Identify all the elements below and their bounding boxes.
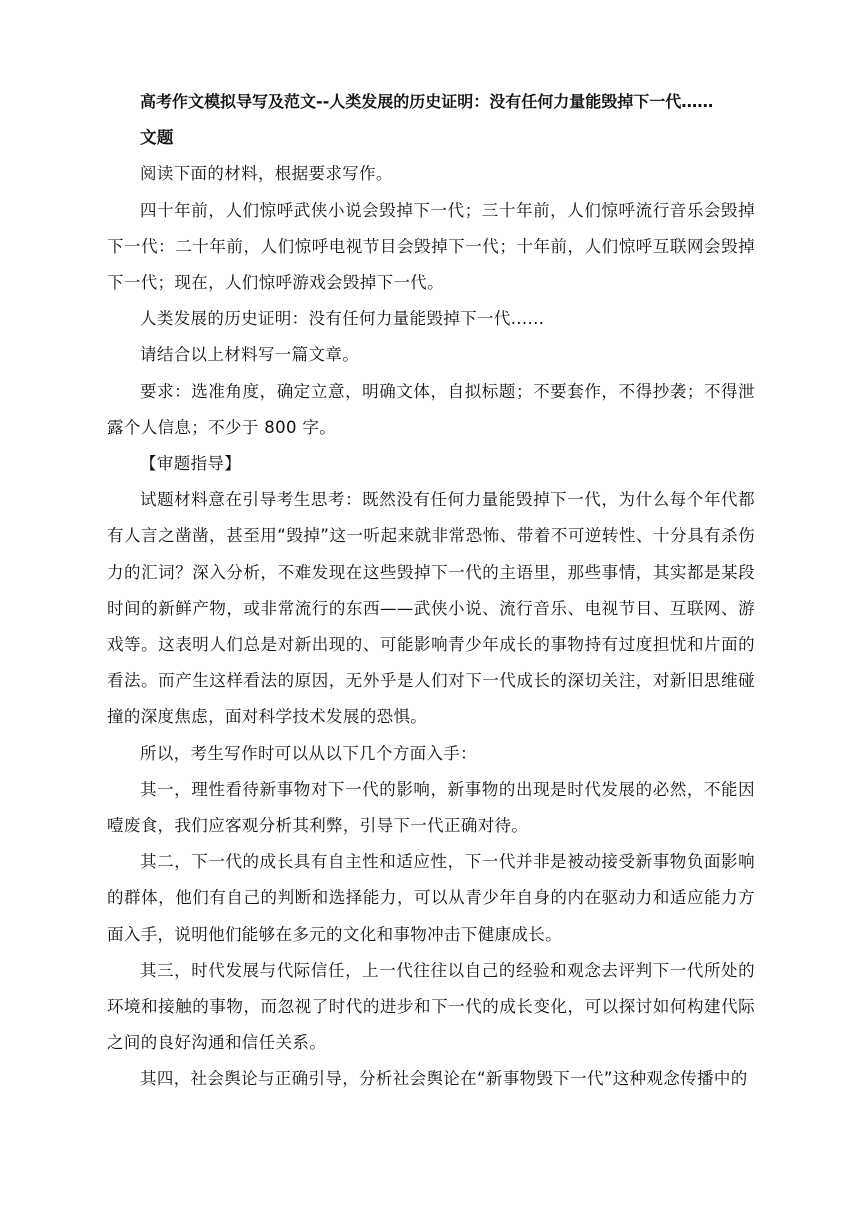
paragraph-approach-intro: 所以，考生写作时可以从以下几个方面入手： xyxy=(140,743,477,763)
paragraph-point-2: 其二，下一代的成长具有自主性和适应性，下一代并非是被动接受新事物负面影响的群体，他们有自己的判断和选择能力，可以从青少年自身的内在驱动力和适应能力方面入手，说明他们能够在多元的文化和事物冲击下健康成长。 xyxy=(107,852,755,944)
paragraph-analysis: 试题材料意在引导考生思考：既然没有任何力量能毁掉下一代，为什么每个年代都有人言之凿凿，甚至用“毁掉”这一听起来就非常恐怖、带着不可逆转性、十分具有杀伤力的汇词？深入分析，不难发现在这些毁掉下一代的主语里，那些事情，其实都是某段时间的新鲜产物，或非常流行的东西——武侠小说、流行音乐、电视节目、互联网、游戏等。这表明人们总是对新出现的、可能影响青少年成长的事物持有过度担忧和片面的看法。而产生这样看法的原因，无外乎是人们对下一代成长的深切关注，对新旧思维碰撞的深度焦虑，面对科学技术发展的恐惧。 xyxy=(107,490,755,727)
paragraph-history: 人类发展的历史证明：没有任何力量能毁掉下一代...... xyxy=(140,309,545,329)
paragraph-material: 四十年前，人们惊呼武侠小说会毁掉下一代；三十年前，人们惊呼流行音乐会毁掉下一代：二十年前，人们惊呼电视节目会毁掉下一代；十年前，人们惊呼互联网会毁掉下一代；现在，人们惊呼游戏会毁掉下一代。 xyxy=(107,200,755,293)
paragraph-point-3: 其三，时代发展与代际信任，上一代往往以自己的经验和观念去评判下一代所处的环境和接触的事物，而忽视了时代的进步和下一代的成长变化，可以探讨如何构建代际之间的良好沟通和信任关系。 xyxy=(107,960,755,1053)
paragraph-task: 请结合以上材料写一篇文章。 xyxy=(140,345,360,365)
paragraph-point-1: 其一，理性看待新事物对下一代的影响，新事物的出现是时代发展的必然，不能因噎废食，我们应客观分析其利弊，引导下一代正确对待。 xyxy=(107,779,755,836)
paragraph-instruction: 阅读下面的材料，根据要求写作。 xyxy=(140,164,393,184)
section-heading: 文题 xyxy=(140,128,174,148)
paragraph-guidance-heading: 【审题指导】 xyxy=(140,454,242,474)
paragraph-point-4: 其四，社会舆论与正确引导，分析社会舆论在“新事物毁下一代”这种观念传播中的 xyxy=(140,1069,748,1089)
paragraph-requirements: 要求：选准角度，确定立意，明确文体，自拟标题；不要套作，不得抄袭；不得泄露个人信息；不少于 800 字。 xyxy=(107,381,755,437)
document-title: 高考作文模拟导写及范文--人类发展的历史证明：没有任何力量能毁掉下一代…… xyxy=(140,92,714,111)
document-page xyxy=(107,84,755,1098)
